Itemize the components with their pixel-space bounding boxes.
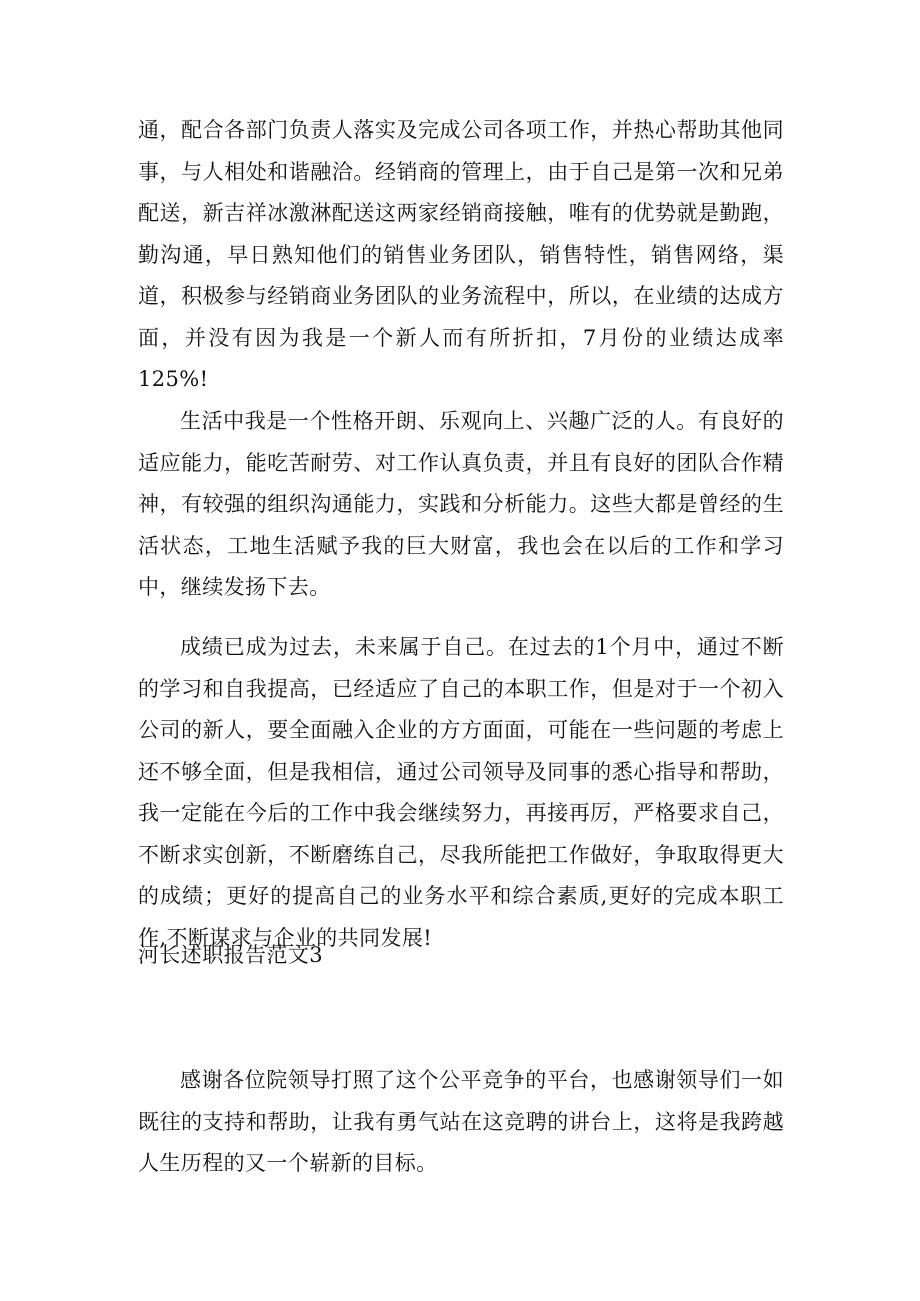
paragraph-performance: 通，配合各部门负责人落实及完成公司各项工作，并热心帮助其他同事，与人相处和谐融洽。经销商的管理上，由于自己是第一次和兄弟配送，新吉祥冰激淋配送这两家经销商接触，唯有的优势就是勤跑，勤沟通，早日熟知他们的销售业务团队，销售特性，销售网络，渠道，积极参与经销商业务团队的业务流程中，所以，在业绩的达成方面，并没有因为我是一个新人而有所折扣，7月份的业绩达成率125%! (138, 118, 784, 391)
paragraph-personality: 生活中我是一个性格开朗、乐观向上、兴趣广泛的人。有良好的适应能力，能吃苦耐劳、对工作认真负责，并且有良好的团队合作精神，有较强的组织沟通能力，实践和分析能力。这些大都是曾经的生活状态，工地生活赋予我的巨大财富，我也会在以后的工作和学习中，继续发扬下去。 (138, 409, 784, 599)
paragraph-thanks: 感谢各位院领导打照了这个公平竞争的平台，也感谢领导们一如既往的支持和帮助，让我有勇气站在这竞聘的讲台上，这将是我跨越人生历程的又一个崭新的目标。 (138, 1068, 784, 1175)
section-heading: 河长述职报告范文3 (138, 943, 323, 967)
paragraph-future: 成绩已成为过去，未来属于自己。在过去的1个月中，通过不断的学习和自我提高，已经适应了自己的本职工作，但是对于一个初入公司的新人，要全面融入企业的方方面面，可能在一些问题的考虑上还不够全面，但是我相信，通过公司领导及同事的悉心指导和帮助，我一定能在今后的工作中我会继续努力，再接再厉，严格要求自己，不断求实创新，不断磨练自己，尽我所能把工作做好，争取取得更大的成绩；更好的提高自己的业务水平和综合素质,更好的完成本职工作,不断谋求与企业的共同发展! (138, 635, 784, 950)
